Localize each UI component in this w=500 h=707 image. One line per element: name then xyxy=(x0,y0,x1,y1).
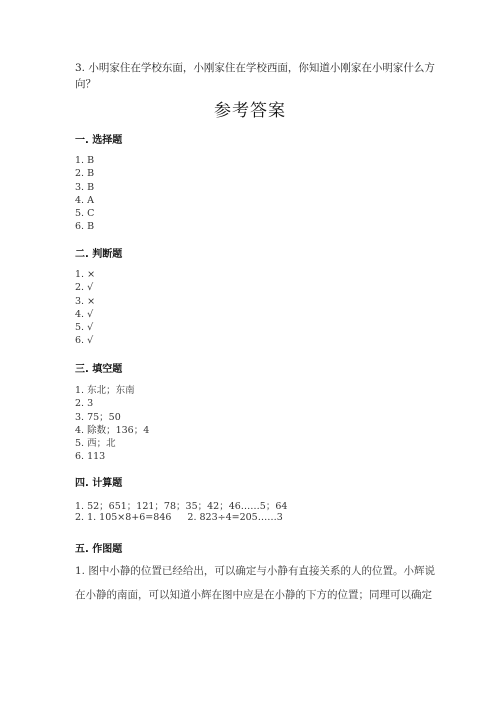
question-3-text: 3. 小明家住在学校东面，小刚家住在学校西面，你知道小刚家在小明家什么方向？ xyxy=(75,62,435,90)
section-title-choice: 一. 选择题 xyxy=(75,135,123,146)
list-item: 2. √ xyxy=(75,282,94,294)
list-item: 3. 75；50 xyxy=(75,411,121,423)
calc-answer-2b: 2. 823÷4=205……3 xyxy=(187,512,283,523)
calc-answer-line-2 xyxy=(75,512,283,523)
draw-answer-text: 1. 图中小静的位置已经给出，可以确定与小静有直接关系的人的位置。小辉说在小静的南面，可以知道小辉在图中应是在小静的下方的位置；同理可以确定 xyxy=(75,565,435,601)
list-item: 5. C xyxy=(75,208,95,220)
list-item: 2. B xyxy=(75,168,95,180)
list-item: 2. 3 xyxy=(75,398,94,410)
list-item: 6. √ xyxy=(75,335,94,347)
list-item: 1. 东北；东南 xyxy=(75,385,135,396)
section-title-judge: 二. 判断题 xyxy=(75,249,123,260)
choice-answer-list xyxy=(75,154,94,234)
section-title-fill: 三. 填空题 xyxy=(75,364,123,375)
calc-answer-2a: 2. 1. 105×8+6=846 xyxy=(75,512,172,523)
list-item: 5. 西；北 xyxy=(75,438,116,450)
judge-answer-list xyxy=(75,268,95,348)
list-item: 6. B xyxy=(75,221,95,233)
section-title-draw: 五. 作图题 xyxy=(75,544,123,555)
list-item: 5. √ xyxy=(75,322,94,334)
list-item: 6. 113 xyxy=(75,451,106,463)
list-item: 3. B xyxy=(75,181,95,193)
answer-title: 参考答案 xyxy=(214,101,286,121)
list-item: 4. 除数；136；4 xyxy=(75,424,150,436)
list-item: 1. × xyxy=(75,269,96,280)
fill-answer-list xyxy=(75,384,149,464)
list-item: 4. A xyxy=(75,194,94,206)
section-title-calc: 四. 计算题 xyxy=(75,478,123,489)
list-item: 3. × xyxy=(75,295,96,307)
list-item: 4. √ xyxy=(75,308,94,320)
list-item: 1. B xyxy=(75,155,95,166)
calc-answer-line-1: 1. 52；651；121；78；35；42；46……5；64 xyxy=(75,501,288,512)
